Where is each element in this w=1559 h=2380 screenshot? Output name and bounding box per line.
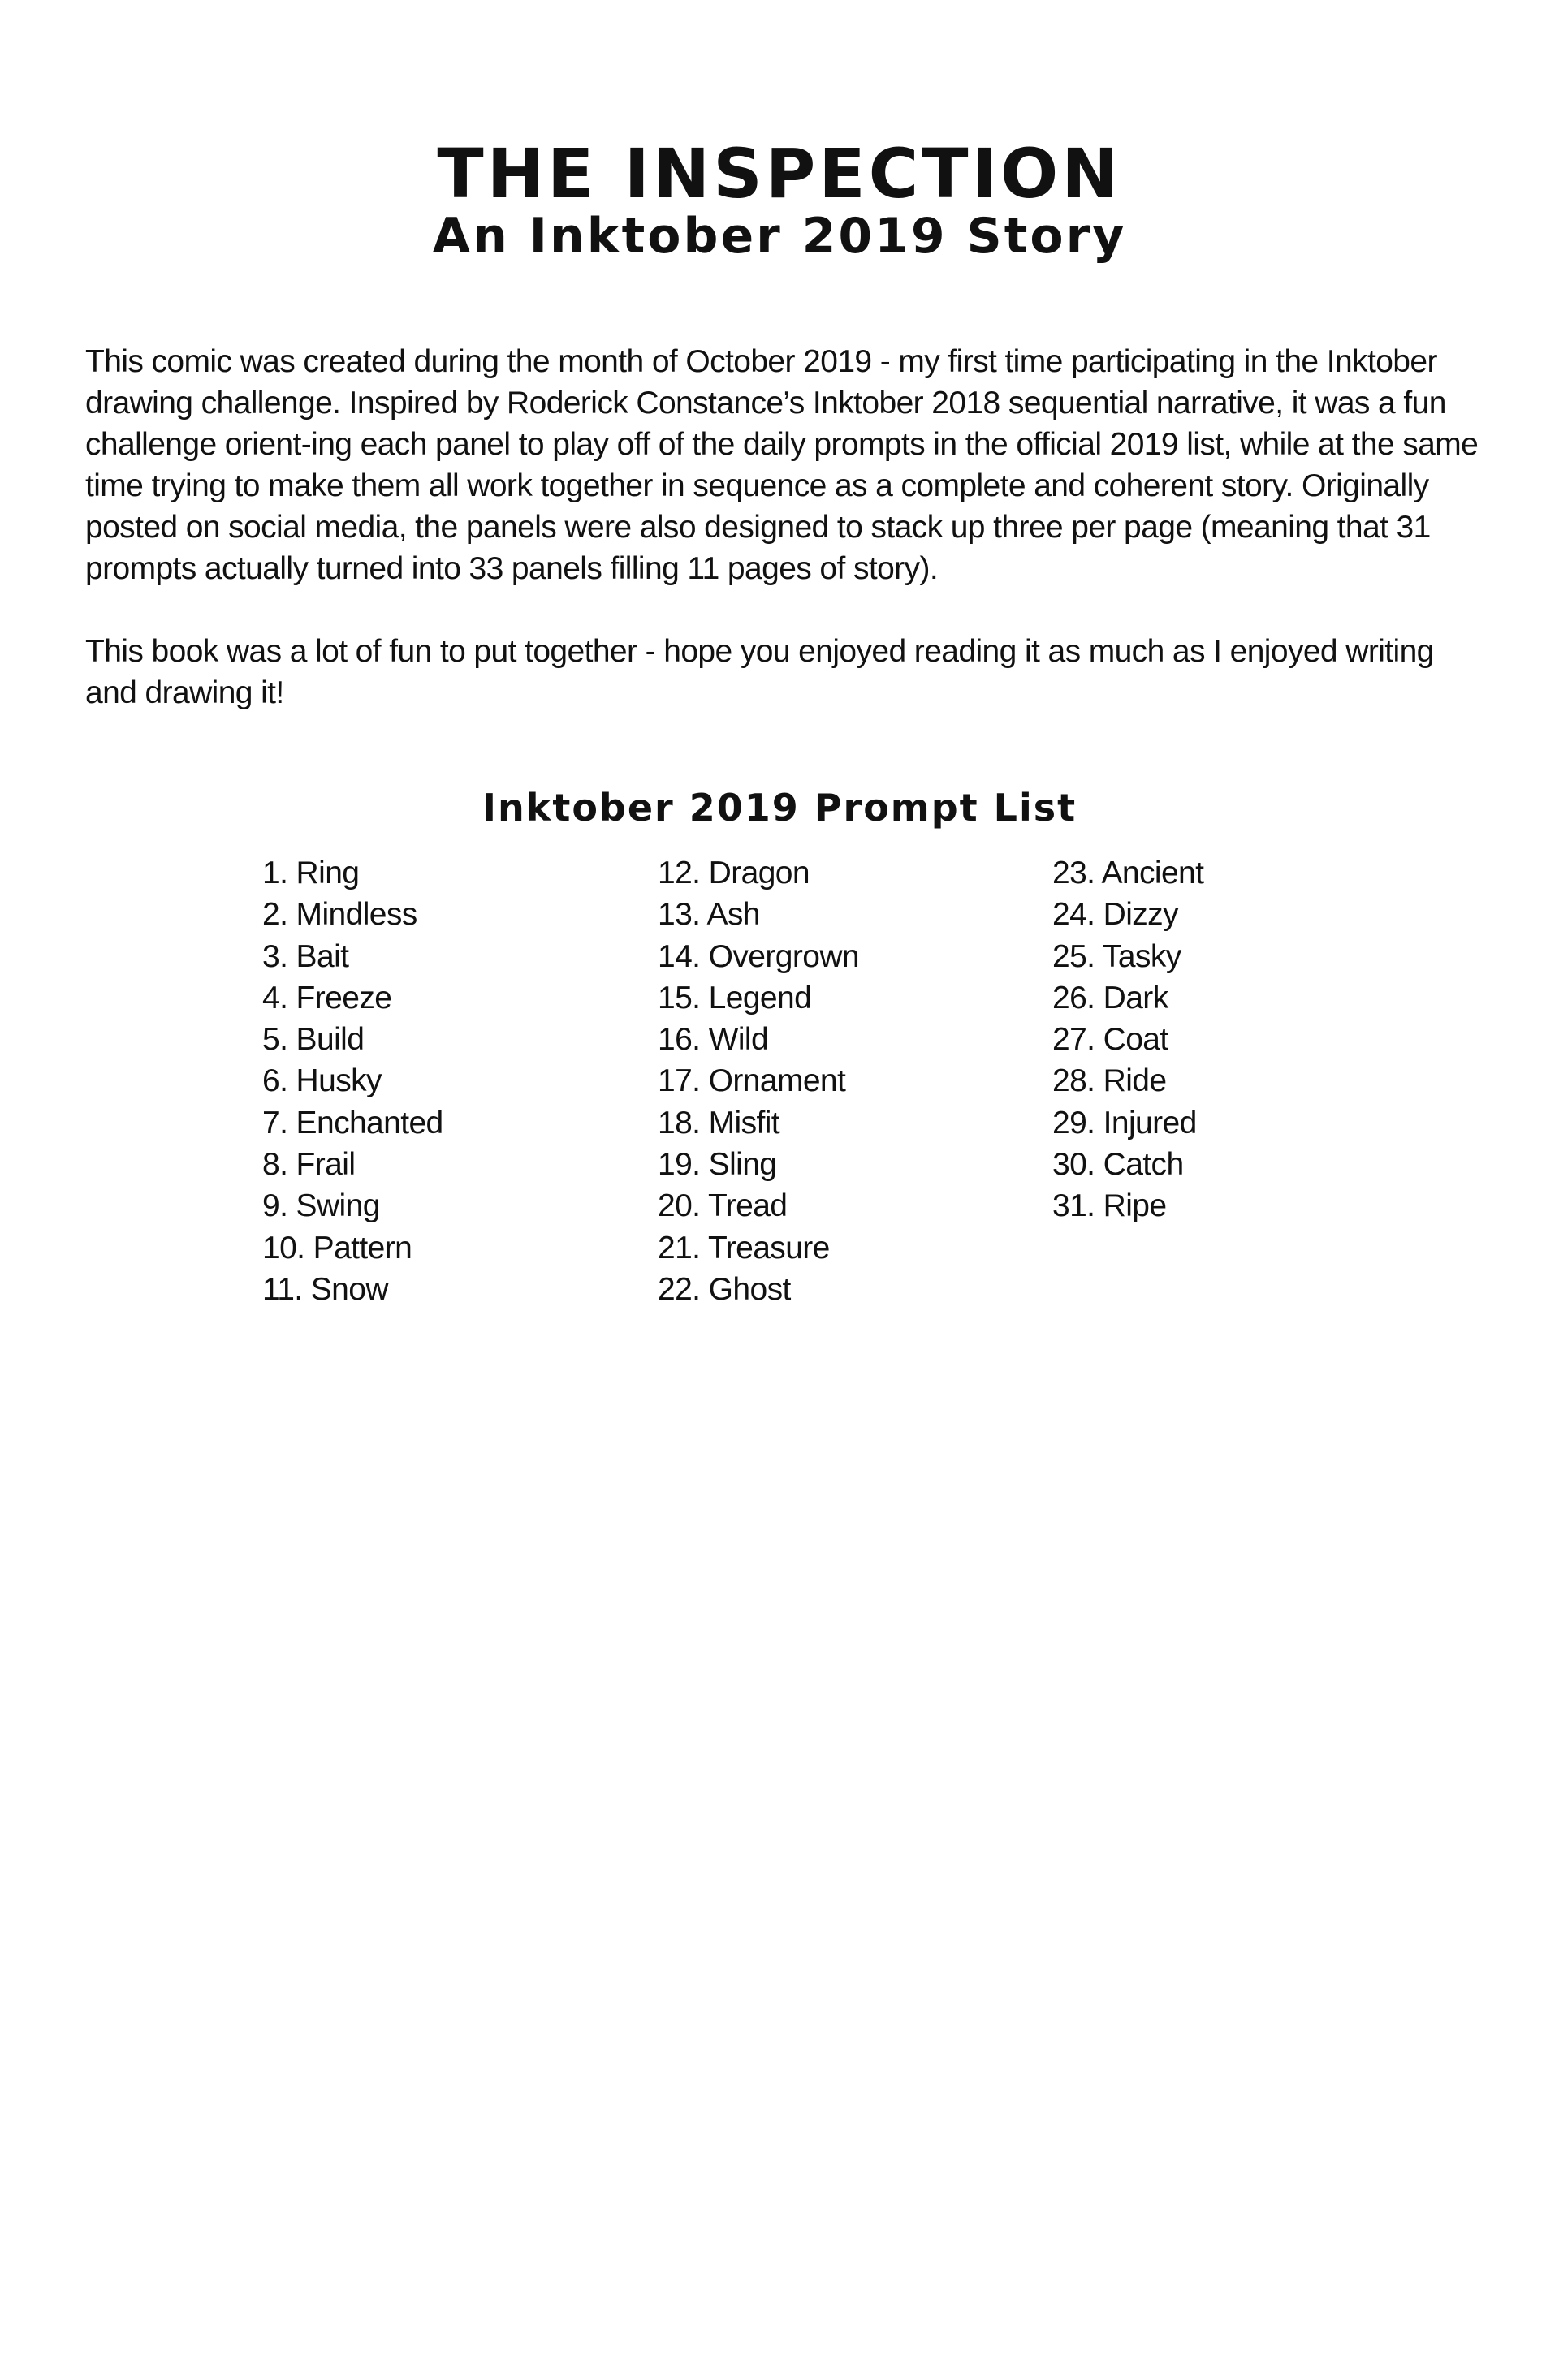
prompt-column-3 [1052, 852, 1203, 1227]
list-item: 2. Mindless [262, 897, 417, 933]
list-item: 5. Build [262, 1022, 365, 1058]
prompt-column-1 [262, 852, 443, 1310]
page-subtitle: An Inktober 2019 Story [432, 208, 1127, 265]
list-item: 20. Tread [658, 1188, 788, 1224]
list-item: 29. Injured [1052, 1105, 1197, 1140]
intro-paragraph-1: This comic was created during the month of October 2019 - my first time participating in the Inktober drawing challenge. Inspired by Roderick Constance’s Inktober 2018 sequential narrative, it was a fun challenge orient-ing each panel to play off of the daily prompts in the official 2019 list, while at the same time trying to make them all work together in sequence as a complete and coherent story. Originally posted on social media, the panels were also designed to stack up three per page (meaning that 31 prompts actually turned into 33 panels filling 11 pages of story). [85, 344, 1479, 586]
list-item: 27. Coat [1052, 1022, 1168, 1058]
prompt-list [0, 852, 1559, 1323]
list-item: 11. Snow [262, 1271, 388, 1307]
list-item: 3. Bait [262, 938, 349, 974]
intro-paragraph-2: This book was a lot of fun to put together - hope you enjoyed reading it as much as I enjoyed writing and drawing it! [85, 634, 1434, 710]
list-item: 17. Ornament [658, 1063, 846, 1099]
list-item: 10. Pattern [262, 1230, 412, 1265]
list-item: 12. Dragon [658, 856, 810, 890]
list-item: 24. Dizzy [1052, 897, 1178, 933]
list-item: 31. Ripe [1052, 1188, 1167, 1224]
list-item: 15. Legend [658, 980, 812, 1015]
list-item: 6. Husky [262, 1063, 382, 1099]
list-item: 16. Wild [658, 1022, 769, 1058]
list-item: 26. Dark [1052, 980, 1168, 1015]
list-item: 30. Catch [1052, 1147, 1184, 1183]
list-item: 9. Swing [262, 1188, 380, 1224]
intro-text [85, 341, 1482, 755]
list-item: 19. Sling [658, 1147, 777, 1183]
title-block [0, 134, 1559, 265]
page-title: THE INSPECTION [437, 134, 1122, 213]
list-item: 7. Enchanted [262, 1105, 443, 1140]
list-item: 23. Ancient [1052, 856, 1204, 890]
list-item: 13. Ash [658, 897, 760, 933]
list-item: 1. Ring [262, 856, 360, 890]
list-item: 25. Tasky [1052, 938, 1181, 974]
list-item: 18. Misfit [658, 1105, 780, 1140]
prompt-list-title: Inktober 2019 Prompt List [482, 786, 1077, 830]
prompt-column-2 [658, 852, 859, 1310]
list-item: 28. Ride [1052, 1063, 1167, 1099]
list-item: 4. Freeze [262, 980, 392, 1015]
list-item: 8. Frail [262, 1147, 356, 1183]
list-item: 22. Ghost [658, 1271, 791, 1307]
list-item: 14. Overgrown [658, 938, 859, 974]
list-item: 21. Treasure [658, 1230, 830, 1265]
